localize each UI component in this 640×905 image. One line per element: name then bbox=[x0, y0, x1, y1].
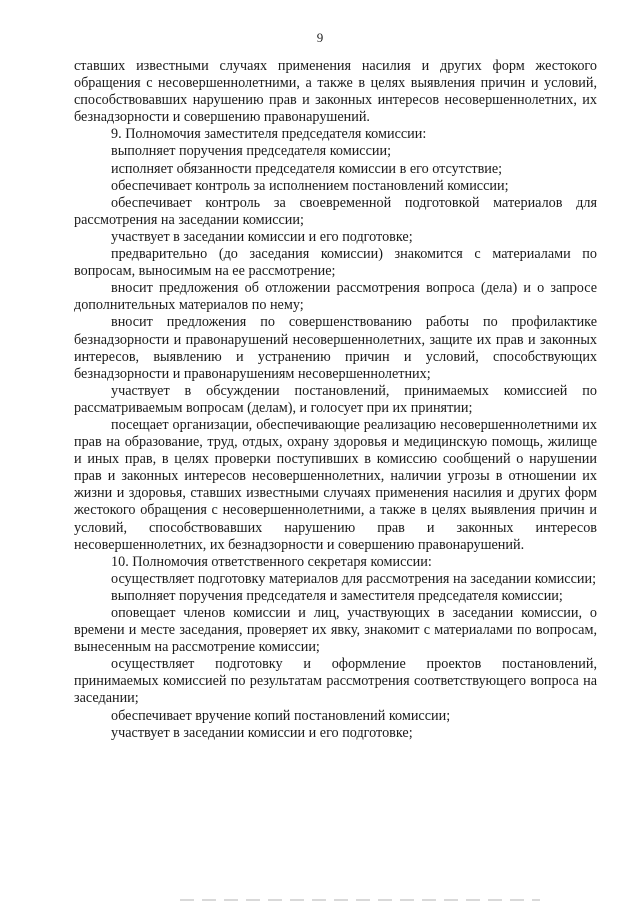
paragraph: 10. Полномочия ответственного секретаря комиссии: bbox=[111, 553, 432, 570]
paragraph: осуществляет подготовку материалов для рассмотрения на заседании комиссии; bbox=[111, 570, 597, 587]
paragraph: исполняет обязанности председателя комиссии в его отсутствие; bbox=[111, 160, 503, 177]
paragraph: осуществляет подготовку и оформление проектов постановлений, принимаемых комиссией по результатам рассмотрения соответствующего вопроса на заседании; bbox=[74, 656, 597, 707]
paragraph: обеспечивает вручение копий постановлений комиссии; bbox=[111, 707, 451, 724]
paragraph: участвует в заседании комиссии и его подготовке; bbox=[111, 724, 413, 741]
page-number: 9 bbox=[316, 30, 324, 45]
paragraph: вносит предложения по совершенствованию работы по профилактике безнадзорности и правонарушений несовершеннолетних, защите их прав и законных интересов, выявлению и устранению причин и условий, способствующих безнадзорности и правонарушениям несовершеннолетних; bbox=[74, 314, 597, 382]
document-body bbox=[74, 58, 597, 742]
paragraph: оповещает членов комиссии и лиц, участвующих в заседании комиссии, о времени и месте заседания, проверяет их явку, знакомит с материалами по вопросам, вынесенным на рассмотрение комиссии; bbox=[74, 605, 597, 656]
paragraph: 9. Полномочия заместителя председателя комиссии: bbox=[111, 126, 427, 143]
paragraph: вносит предложения об отложении рассмотрения вопроса (дела) и о запросе дополнительных материалов по нему; bbox=[74, 280, 597, 314]
paragraph: посещает организации, обеспечивающие реализацию несовершеннолетними их прав на образование, труд, отдых, охрану здоровья и медицинскую помощь, жилище и иных прав, в целях проверки поступивших в комиссию сообщений о нарушении прав и законных интересов несовершеннолетних, наличии угрозы в отношении их жизни и здоровья, ставших известными случаях применения насилия и других форм жестокого обращения с несовершеннолетними, а также в целях выявления причин и условий, способствовавших нарушению прав и законных интересов несовершеннолетних, их безнадзорности и совершению правонарушений. bbox=[74, 416, 597, 553]
paragraph: обеспечивает контроль за своевременной подготовкой материалов для рассмотрения на заседании комиссии; bbox=[74, 194, 597, 228]
paragraph: выполняет поручения председателя и заместителя председателя комиссии; bbox=[111, 587, 563, 604]
paragraph: участвует в обсуждении постановлений, принимаемых комиссией по рассматриваемым вопросам (делам), и голосует при их принятии; bbox=[74, 382, 597, 416]
paragraph: предварительно (до заседания комиссии) знакомится с материалами по вопросам, выносимым на ее рассмотрение; bbox=[74, 246, 597, 280]
paragraph: ставших известными случаях применения насилия и других форм жестокого обращения с несовершеннолетними, а также в целях выявления причин и условий, способствовавших нарушению прав и законных интересов несовершеннолетних, их безнадзорности и совершению правонарушений. bbox=[74, 58, 597, 126]
scan-edge-marks bbox=[180, 899, 540, 901]
paragraph: обеспечивает контроль за исполнением постановлений комиссии; bbox=[111, 177, 509, 194]
paragraph: участвует в заседании комиссии и его подготовке; bbox=[111, 228, 413, 245]
paragraph: выполняет поручения председателя комиссии; bbox=[111, 143, 392, 160]
